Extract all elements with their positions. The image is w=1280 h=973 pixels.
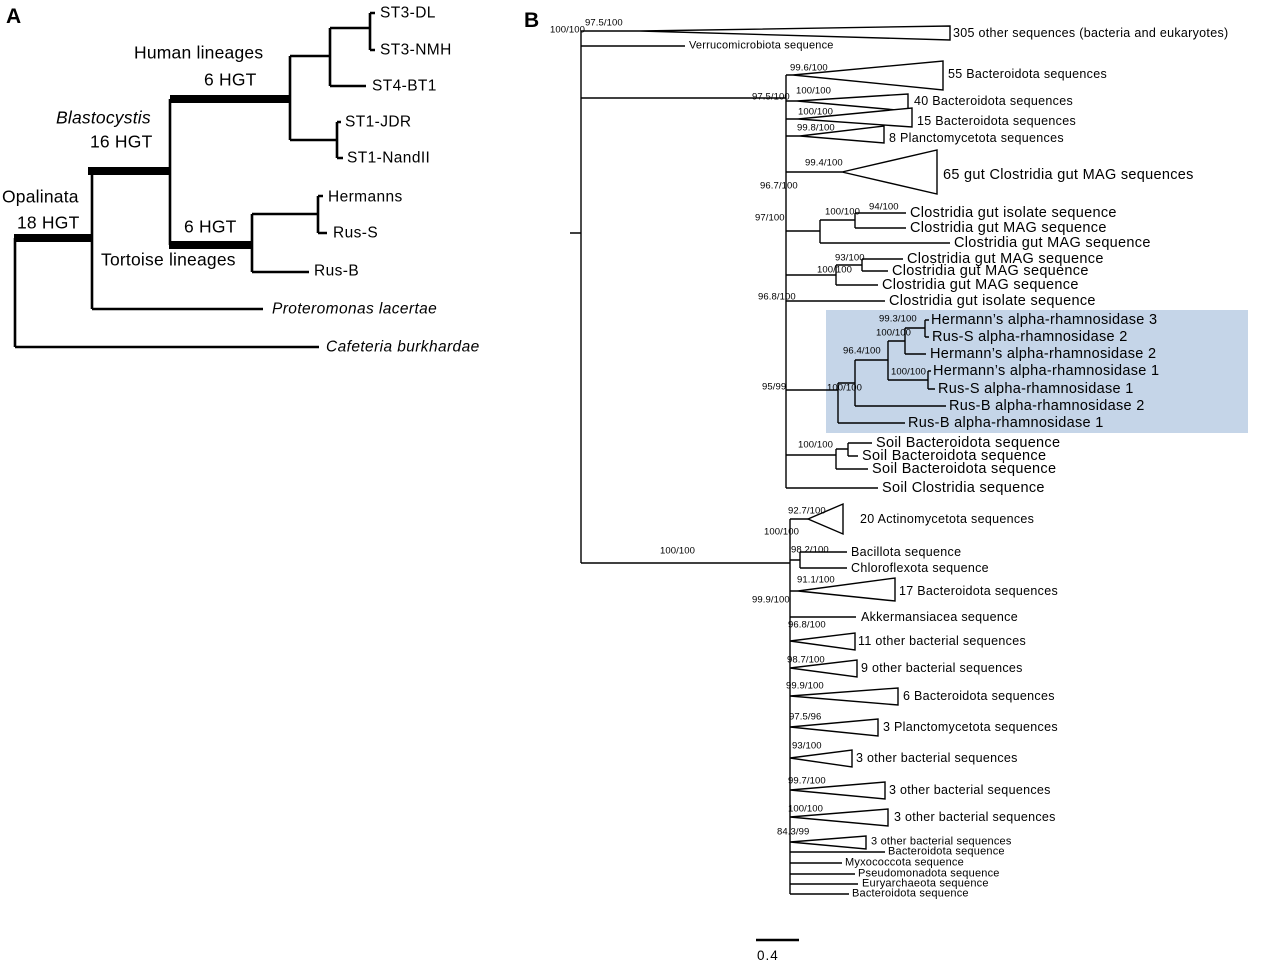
tip-label: 3 other bacterial sequences (894, 809, 1056, 824)
support-value: 100/100 (788, 803, 824, 815)
tip-label: 20 Actinomycetota sequences (860, 511, 1035, 526)
tip-label: Rus-B (314, 262, 360, 280)
tip-label: ST1-JDR (345, 113, 412, 131)
support-value: 100/100 (798, 106, 834, 118)
support-value: 96.8/100 (788, 619, 826, 631)
tip-label: 40 Bacteroidota sequences (914, 93, 1073, 108)
tip-label: Clostridia gut MAG sequence (910, 219, 1107, 236)
tip-label: 305 other sequences (bacteria and eukaryotes) (953, 25, 1229, 40)
support-value: 99.8/100 (797, 122, 835, 134)
tip-label: Bacteroidota sequence (888, 845, 1005, 858)
tip-label: ST4-BT1 (372, 77, 437, 95)
tip-label: Clostridia gut MAG sequence (892, 262, 1089, 279)
support-value: 97.5/100 (585, 17, 623, 29)
support-value: 100/100 (817, 264, 853, 276)
support-value: 100/100 (825, 206, 861, 218)
support-value: 100/100 (798, 439, 834, 451)
tip-label: Clostridia gut isolate sequence (910, 204, 1117, 221)
tip-label: 3 Planctomycetota sequences (883, 719, 1058, 734)
support-value: 97/100 (755, 212, 785, 224)
support-value: 96.4/100 (843, 345, 881, 357)
support-value: 94/100 (869, 201, 899, 213)
tip-label: Hermanns (328, 188, 403, 206)
support-value: 100/100 (827, 382, 863, 394)
tip-label: Clostridia gut MAG sequence (954, 234, 1151, 251)
tip-label: 3 other bacterial sequences (871, 835, 1012, 848)
support-value: 84.3/99 (777, 826, 810, 838)
clade-label: Human lineages (134, 42, 264, 63)
support-value: 93/100 (792, 740, 822, 752)
support-value: 97.5/96 (789, 711, 822, 723)
tip-label: Clostridia gut MAG sequence (907, 250, 1104, 267)
tip-label: Proteromonas lacertae (272, 300, 438, 318)
clade-label: 6 HGT (184, 216, 237, 237)
tip-label: Verrucomicrobiota sequence (689, 39, 834, 52)
support-value: 92.7/100 (788, 505, 826, 517)
tip-label: 65 gut Clostridia gut MAG sequences (943, 166, 1194, 183)
tip-label: Euryarchaeota sequence (862, 877, 989, 890)
clade-label: Blastocystis (56, 107, 151, 128)
panel-a-tree (14, 13, 375, 347)
tip-label: Rus-S alpha-rhamnosidase 2 (932, 328, 1128, 345)
tip-label: Akkermansiacea sequence (861, 609, 1018, 624)
tip-label: Clostridia gut isolate sequence (889, 292, 1096, 309)
support-value: 99.4/100 (805, 157, 843, 169)
clade-label: 16 HGT (90, 131, 153, 152)
tip-label: Rus-B alpha-rhamnosidase 1 (908, 414, 1104, 431)
tip-label: Bacillota sequence (851, 544, 962, 559)
support-value: 99.7/100 (788, 775, 826, 787)
tip-label: ST3-NMH (380, 41, 452, 59)
tip-label: Chloroflexota sequence (851, 560, 989, 575)
clade-label: Tortoise lineages (101, 249, 236, 270)
tip-label: Rus-B alpha-rhamnosidase 2 (949, 397, 1145, 414)
support-value: 96.7/100 (760, 180, 798, 192)
tip-label: ST1-NandII (347, 149, 431, 167)
clade-label: Opalinata (2, 186, 79, 207)
support-value: 98.2/100 (791, 544, 829, 556)
tip-label: Rus-S (333, 224, 379, 242)
support-value: 100/100 (876, 327, 912, 339)
panel-a-letter: A (6, 5, 22, 28)
tip-label: 15 Bacteroidota sequences (917, 113, 1076, 128)
scale-bar-label: 0.4 (757, 948, 779, 963)
support-value: 100/100 (660, 545, 696, 557)
support-value: 99.9/100 (752, 594, 790, 606)
tip-label: Cafeteria burkhardae (326, 338, 480, 356)
tip-label: Rus-S alpha-rhamnosidase 1 (938, 380, 1134, 397)
support-value: 100/100 (796, 85, 832, 97)
tip-label: Bacteroidota sequence (852, 887, 969, 900)
tip-label: 17 Bacteroidota sequences (899, 583, 1058, 598)
tip-label: Hermann’s alpha-rhamnosidase 2 (930, 345, 1157, 362)
tip-label: 55 Bacteroidota sequences (948, 66, 1107, 81)
support-value: 98.7/100 (787, 654, 825, 666)
panel-b-letter: B (524, 9, 540, 32)
clade-label: 18 HGT (17, 212, 80, 233)
tip-label: 3 other bacterial sequences (889, 782, 1051, 797)
support-value: 100/100 (550, 24, 586, 36)
tip-label: Soil Clostridia sequence (882, 479, 1045, 496)
tip-label: ST3-DL (380, 4, 436, 22)
tip-label: 9 other bacterial sequences (861, 660, 1023, 675)
tip-label: Soil Bacteroidota sequence (872, 460, 1057, 477)
tip-label: Soil Bacteroidota sequence (876, 434, 1061, 451)
tip-label: 6 Bacteroidota sequences (903, 688, 1055, 703)
tip-label: Soil Bacteroidota sequence (862, 447, 1047, 464)
support-value: 99.9/100 (786, 680, 824, 692)
tip-label: Hermann’s alpha-rhamnosidase 3 (931, 311, 1158, 328)
tip-label: Hermann’s alpha-rhamnosidase 1 (933, 362, 1160, 379)
support-value: 97.5/100 (752, 91, 790, 103)
support-value: 95/99 (762, 381, 787, 393)
tip-label: 3 other bacterial sequences (856, 750, 1018, 765)
support-value: 99.6/100 (790, 62, 828, 74)
support-value: 100/100 (764, 526, 800, 538)
clade-label: 6 HGT (204, 69, 257, 90)
support-value: 100/100 (891, 366, 927, 378)
tip-label: Pseudomonadota sequence (858, 867, 1000, 880)
support-value: 96.8/100 (758, 291, 796, 303)
support-value: 99.3/100 (879, 313, 917, 325)
tip-label: Clostridia gut MAG sequence (882, 276, 1079, 293)
support-value: 91.1/100 (797, 574, 835, 586)
tip-label: Myxococcota sequence (845, 856, 964, 869)
support-value: 93/100 (835, 252, 865, 264)
tip-label: 8 Planctomycetota sequences (889, 130, 1064, 145)
tip-label: 11 other bacterial sequences (858, 633, 1026, 648)
